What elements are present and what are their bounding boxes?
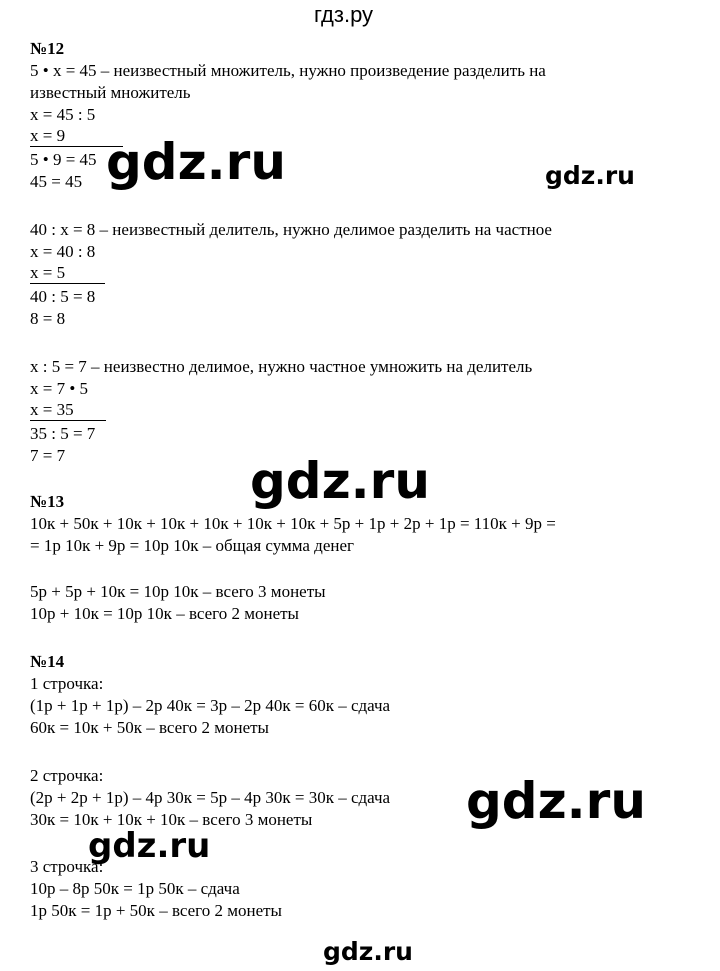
- task-13-heading: №13: [30, 492, 65, 511]
- check-line: 40 : 5 = 8: [30, 287, 96, 306]
- equation-line: (1р + 1р + 1р) – 2р 40к = 3р – 2р 40к = 60к – сдача: [30, 696, 391, 715]
- watermark-logo: gdz.ru: [106, 133, 286, 191]
- watermark-logo: gdz.ru: [545, 161, 635, 190]
- row-label: 2 строчка:: [30, 766, 104, 785]
- equation-line: 5 • x = 45 – неизвестный множитель, нужно произведение разделить на: [30, 61, 546, 80]
- row-label: 1 строчка:: [30, 674, 104, 693]
- watermark-logo: gdz.ru: [323, 937, 413, 966]
- equation-line: 5р + 5р + 10к = 10р 10к – всего 3 монеты: [30, 582, 326, 601]
- answer-line: x = 35: [30, 400, 106, 421]
- check-line: 8 = 8: [30, 309, 66, 328]
- site-header: гдз.ру: [314, 2, 374, 27]
- check-line: 5 • 9 = 45: [30, 150, 97, 169]
- check-line: 45 = 45: [30, 172, 83, 191]
- answer-line: x = 5: [30, 263, 105, 284]
- equation-line: 60к = 10к + 50к – всего 2 монеты: [30, 718, 269, 737]
- equation-line: 1р 50к = 1р + 50к – всего 2 монеты: [30, 901, 282, 920]
- watermark-logo: gdz.ru: [250, 452, 430, 510]
- watermark-logo: gdz.ru: [466, 772, 646, 830]
- equation-line: x = 7 • 5: [30, 379, 89, 398]
- equation-line: 40 : x = 8 – неизвестный делитель, нужно делимое разделить на частное: [30, 220, 552, 239]
- check-line: 35 : 5 = 7: [30, 424, 96, 443]
- check-line: 7 = 7: [30, 446, 66, 465]
- equation-line: 30к = 10к + 10к + 10к – всего 3 монеты: [30, 810, 313, 829]
- equation-line: (2р + 2р + 1р) – 4р 30к = 5р – 4р 30к = 30к – сдача: [30, 788, 391, 807]
- task-12-heading: №12: [30, 39, 65, 58]
- row-label: 3 строчка:: [30, 857, 104, 876]
- equation-line: известный множитель: [30, 83, 191, 102]
- equation-line: 10р + 10к = 10р 10к – всего 2 монеты: [30, 604, 299, 623]
- task-14-heading: №14: [30, 652, 65, 671]
- equation-line: = 1р 10к + 9р = 10р 10к – общая сумма денег: [30, 536, 354, 555]
- equation-line: 10р – 8р 50к = 1р 50к – сдача: [30, 879, 240, 898]
- answer-line: x = 9: [30, 126, 123, 147]
- equation-line: x = 40 : 8: [30, 242, 96, 261]
- equation-line: x : 5 = 7 – неизвестно делимое, нужно частное умножить на делитель: [30, 357, 533, 376]
- equation-line: x = 45 : 5: [30, 105, 96, 124]
- equation-line: 10к + 50к + 10к + 10к + 10к + 10к + 10к + 5р + 1р + 2р + 1р = 110к + 9р =: [30, 514, 556, 533]
- watermark-logo: gdz.ru: [88, 826, 211, 866]
